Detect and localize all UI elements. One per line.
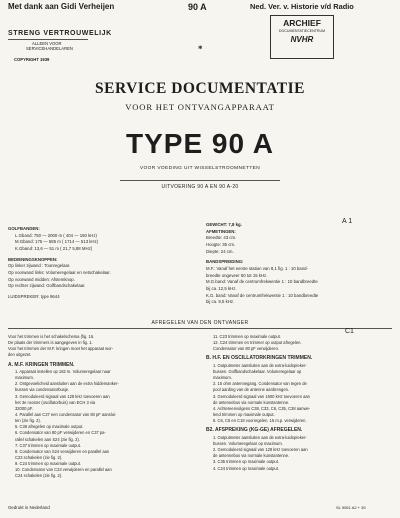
step-line: pool aarding van de antenne aanbrengen.: [213, 387, 290, 393]
copyright: COPYRIGHT 1939: [14, 57, 50, 62]
section-c-heading: AFREGELEN VAN DEN ONTVANGER: [151, 320, 249, 326]
step-line: 5. C38 afregelen op maximale output.: [15, 424, 84, 430]
stamp-line-3: NVHR: [290, 35, 314, 44]
section-c-code: C1: [345, 328, 354, 335]
dims-line: Diepte: 24 cm.: [206, 248, 234, 254]
control-line: Op voorwand midden: Afstemknop.: [8, 276, 75, 282]
divider: [8, 328, 392, 329]
step-line: de antennebus via normale kunstantenne.: [213, 399, 290, 405]
section-c-right: [206, 334, 394, 472]
step-line: de antennebus via normale kunstantenne.: [213, 453, 290, 459]
supply-line: VOOR VOEDING UIT WISSELSTROOMNETTEN: [139, 166, 261, 171]
bandspread-line: bij ca. 9,5 kHz.: [206, 299, 235, 305]
step-line: maximum.: [213, 375, 232, 381]
control-line: Op linker zijwand : Toonregelaar.: [8, 263, 71, 269]
step-line: bussen. Volumeregelaar op maximum.: [213, 440, 283, 446]
model-note: 90 A: [188, 2, 207, 12]
print-code: SL 9051 A2 + 39: [336, 505, 366, 510]
type-title: TYPE 90 A: [125, 128, 274, 159]
intro-line: den uitgezet.: [8, 352, 32, 358]
control-line: Op rechter zijwand: Golfbandschakelaar.: [8, 283, 86, 289]
step-line: rallel schakelen aan S24 (zie fig. 2).: [15, 436, 80, 442]
speaker-line: LUIDSPREKER: type 9644: [8, 293, 60, 299]
step-line: 1. Outputmeter aansluiten aan de extra-luidspreker-: [213, 434, 307, 440]
section-a-right: [206, 222, 394, 306]
part-b2-title: B2. AFSPREKING (KG-GE) AFREGELEN.: [206, 427, 303, 434]
step-line: 5. C6, C5 en C18 voorregelen. 15 m.p. verwijderen.: [213, 418, 307, 424]
control-line: Op voorwand links: Volumeregelaar en netschakelaar.: [8, 269, 111, 275]
step-line: 4. Achtereenvolgens C38, C33, C6, C35, C38 aanwe-: [213, 405, 311, 411]
bandspread-line: bij ca. 12,5 kHz.: [206, 285, 237, 291]
step-line: 2. Ontgevoelicheid aansluiten aan de extra hiddemanker-: [15, 381, 119, 387]
waveband-line: L.Gband: 750 — 2000 m ( 404 — 150 kHz): [15, 232, 97, 238]
controls-title: BEDIENINGSKNOPPEN:: [8, 256, 58, 262]
step-line: Condensator van 80 pF verwijderen.: [213, 346, 279, 352]
step-line: 2. 15 ohm antennegang. Condensator van tegen de: [213, 381, 307, 387]
document-subtitle: VOOR HET ONTVANGAPPARAAT: [125, 102, 275, 112]
step-line: 3. Gemoduleerd signaal van 1600 kHz toevoeren aan: [213, 393, 310, 399]
step-line: 2. Gemoduleerd signaal van 128 kHz toevoeren aan: [213, 447, 308, 453]
waveband-line: K.Gband: 13,6 — 51 m ( 21,7 5,88 MHz): [15, 245, 93, 251]
step-line: 10. Condensator van C23 verwijderen en parallel aan: [15, 467, 112, 473]
step-line: 6. Condensator van 80 pF verwijderen en C37 pa-: [15, 430, 106, 436]
step-line: 11. C23 trimmen op maximale output.: [213, 334, 281, 339]
step-line: 4. Parallel aan C37 een condensator van 80 pF aanslui-: [15, 412, 117, 418]
part-b-title: B. H.F. EN OSCILLATORKRINGEN TRIMMEN.: [206, 355, 313, 362]
star-mark: *: [198, 44, 203, 54]
divider: [8, 39, 88, 40]
section-a-left: [8, 226, 203, 301]
wavebands-title: GOLFBANDEN:: [8, 226, 40, 231]
step-line: het 3e rooster (oscillatorbuis) van ECH 3 via: [15, 399, 96, 405]
step-line: bussen. Golfbandschakelaar. Volumeregelaar op: [213, 369, 302, 375]
step-line: 1. Apparaat instellen op 182 m. Volumeregelaar naar: [15, 369, 111, 375]
dealers-note-2: SERVICEHANDELAREN: [26, 46, 73, 51]
step-line: C23 schakelen (zie fig. 2).: [15, 455, 63, 461]
section-c-left: [8, 334, 200, 480]
dims-line: Breedte: 43 cm.: [206, 235, 237, 241]
association-note: Ned. Ver. v. Historie v/d Radio: [250, 2, 354, 11]
printed-in-note: Gedrukt in Nederland: [8, 505, 50, 510]
step-line: C24 schakelen (zie fig. 2).: [15, 473, 63, 479]
bandspread-line: breedte ongeveer 50 tot 15 kHz.: [206, 272, 268, 278]
intro-line: Voor het trimmen der M.F. kringen moet het apparaat wor-: [8, 346, 114, 352]
step-line: 12. C24 trimmen en trimmer op output afregelen.: [213, 340, 302, 346]
step-line: 3. C35 trimmen op maximale output.: [213, 459, 279, 465]
dims-title: AFMETINGEN:: [206, 228, 236, 234]
intro-line: Voor het trimmen is het schakelschema (fig. 16.: [8, 334, 95, 339]
step-line: 1. Outputmeter aansluiten aan de extra-luidspreker-: [213, 362, 307, 368]
weight-line: GEWICHT: 7,8 kg.: [206, 222, 242, 227]
intro-line: De plaats der trimmers is aangegeven in fig. 1.: [8, 340, 93, 346]
document-title: SERVICE DOCUMENTATIE: [95, 80, 305, 97]
bandspread-title: BANDSPREIDING:: [206, 259, 244, 265]
stamp-line-1: ARCHIEF: [283, 18, 321, 28]
stamp-line-2: DOCUMENTATIECENTRUM: [278, 29, 326, 33]
step-line: lend trimmen op maximale output.: [213, 412, 275, 418]
step-line: ten (zie fig. 2).: [15, 418, 41, 424]
step-line: 8. Condensator van S24 verwijderen en parallel aan: [15, 448, 110, 454]
waveband-line: M.Gband: 175 — 585 m ( 1714 — 513 kHz): [15, 239, 99, 245]
step-line: maximum.: [15, 375, 34, 381]
bandspread-line: M.G.band: Vanaf de centrumfrekwentie 1 : 10 bandbreedte: [206, 279, 318, 285]
step-line: 32000 pF.: [15, 405, 33, 411]
step-line: bussen via condensatorbusje.: [15, 387, 70, 393]
part-a-title: A. M.F. KRINGEN TRIMMEN.: [8, 361, 75, 368]
step-line: 7. C37 trimmen op maximale output.: [15, 442, 81, 448]
section-a-code: A 1: [342, 218, 353, 225]
versions-line: UITVOERING 90 A EN 90 A-20: [161, 184, 239, 190]
bandspread-line: M.F.: Vanaf het eerste station van 8,1 fig. 1 : 10 band-: [206, 265, 308, 271]
confidential-label: STRENG VERTROUWELIJK: [8, 30, 112, 37]
dims-line: Hoogte: 35 cm.: [206, 241, 236, 247]
bandspread-line: K.G. band: Vanaf de centrumfrekwentie 1 : 10 bandbreedte: [206, 292, 319, 298]
step-line: 4. C24 trimmen op maximale output.: [213, 465, 279, 471]
archive-stamp: [270, 15, 334, 59]
credit-note: Met dank aan Gidi Verheijen: [8, 2, 115, 11]
dealers-note-1: ALLEEN VOOR: [32, 41, 62, 46]
divider: [120, 180, 280, 181]
step-line: 9. C24 trimmen op maximale output.: [15, 461, 81, 467]
step-line: 3. Gemoduleerd signaal van 128 kHz toevoeren aan: [15, 393, 110, 399]
